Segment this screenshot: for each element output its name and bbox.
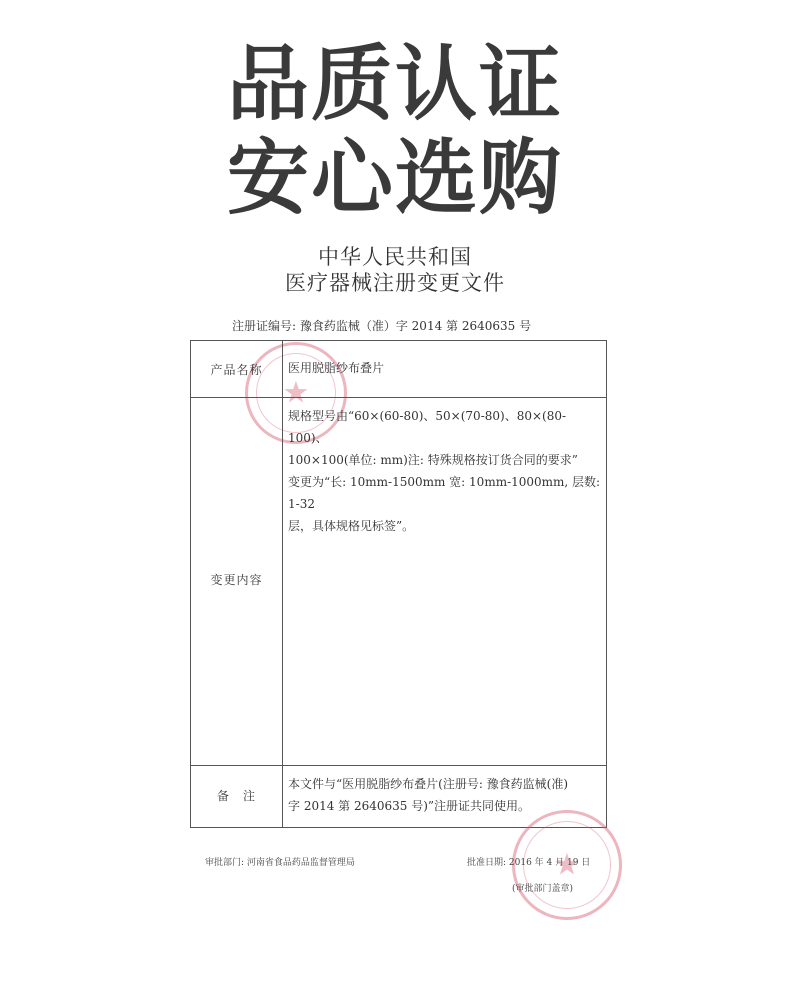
product-name-label: 产品名称	[210, 363, 263, 377]
column-divider	[282, 341, 283, 827]
seal-note: (审批部门盖章)	[512, 884, 574, 894]
promo-banner	[0, 38, 790, 226]
approval-date: 批准日期: 2016 年 4 月 19 日	[467, 858, 591, 868]
row-divider	[191, 397, 606, 398]
document-title-main: 医疗器械注册变更文件	[285, 271, 505, 295]
remarks-label: 备 注	[216, 789, 256, 803]
change-form-table	[190, 340, 607, 828]
change-line: 规格型号由“60×(60-80)、50×(70-80)、80×(80-100)、	[288, 409, 567, 445]
document-title-country: 中华人民共和国	[318, 245, 472, 269]
banner-line-quality: 品质认证	[226, 37, 563, 132]
remarks-line: 本文件与“医用脱脂纱布叠片(注册号: 豫食药监械(准)	[288, 777, 569, 791]
registration-number: 注册证编号: 豫食药监械（准）字 2014 第 2640635 号	[232, 319, 532, 333]
product-name-value: 医用脱脂纱布叠片	[288, 361, 385, 375]
banner-line-purchase: 安心选购	[226, 131, 563, 226]
change-line: 变更为“长: 10mm-1500mm 宽: 10mm-1000mm, 层数: 1-32	[288, 475, 601, 511]
row-divider	[191, 765, 606, 766]
remarks-line: 字 2014 第 2640635 号)”注册证共同使用。	[288, 799, 531, 813]
change-line: 层，具体规格见标签”。	[288, 519, 415, 533]
change-content-label: 变更内容	[210, 573, 263, 587]
change-content-text	[288, 405, 604, 537]
seal-star-icon: ★	[282, 375, 310, 411]
change-line: 100×100(单位: mm)注: 特殊规格按订货合同的要求”	[288, 453, 578, 467]
approving-department: 审批部门: 河南省食品药品监督管理局	[205, 858, 355, 868]
seal-star-icon: ★	[553, 847, 581, 883]
